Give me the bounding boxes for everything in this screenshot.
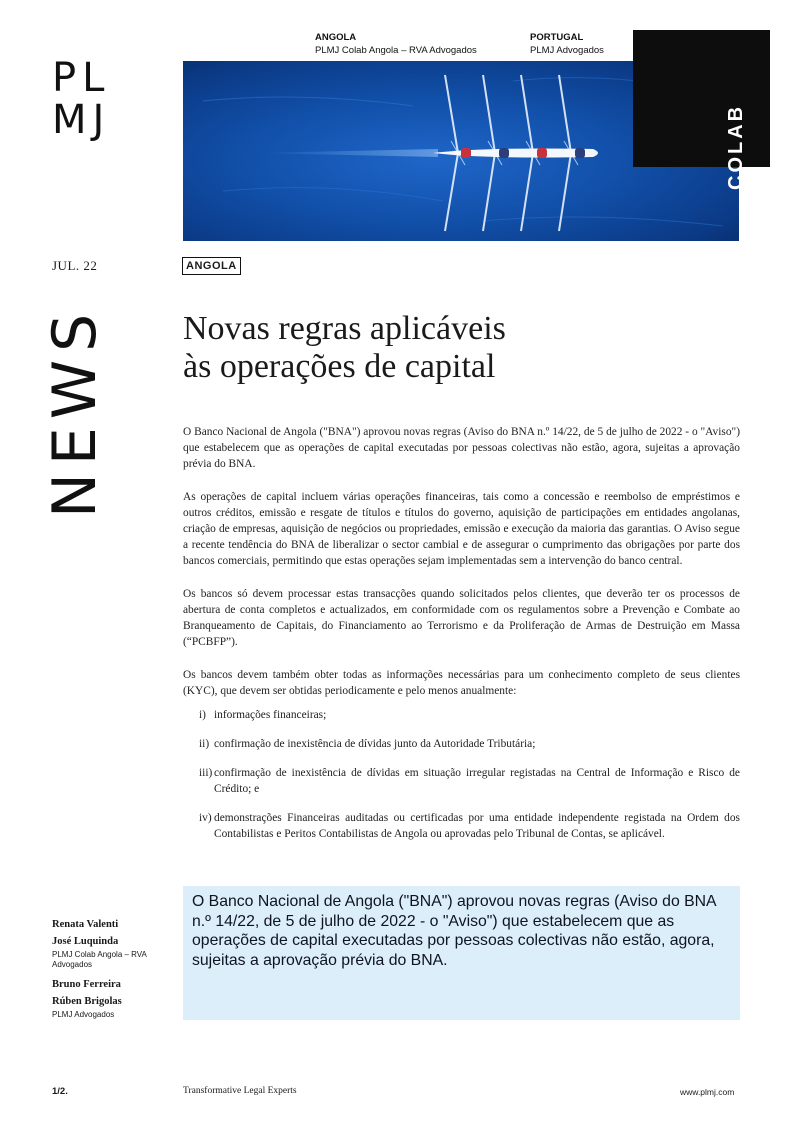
author-name: José Luquinda xyxy=(52,936,119,947)
office-portugal xyxy=(530,31,604,57)
list-number: i) xyxy=(199,709,206,721)
list-item xyxy=(183,810,740,842)
list-text: informações financeiras; xyxy=(214,709,327,721)
logo-line-2: MJ xyxy=(52,97,111,143)
list-item xyxy=(183,765,740,797)
publication-date: JUL. 22 xyxy=(52,258,98,273)
article-title xyxy=(183,310,743,386)
paragraph: Os bancos devem também obter todas as informações necessárias para um conhecimento completo de seus clientes (KYC), que devem ser obtidas periodicamente e pelo menos anualmente: xyxy=(183,669,740,697)
office-firm: PLMJ Advogados xyxy=(530,45,604,56)
office-country: ANGOLA xyxy=(315,32,357,43)
list-text: confirmação de inexistência de dívidas junto da Autoridade Tributária; xyxy=(214,738,536,750)
office-angola xyxy=(315,31,477,57)
plmj-logo xyxy=(52,55,134,143)
office-country: PORTUGAL xyxy=(530,32,584,43)
page-number: 1/2. xyxy=(52,1086,68,1097)
paragraph: As operações de capital incluem várias operações financeiras, tais como a concessão e reembolso de empréstimos e outros créditos, emissão e resgate de títulos e títulos do governo, aquisição de participações em entidades angolanas, criação de empresas, aquisição de negócios ou propriedades, emissão e execução da maioria das garantias. O Aviso segue a recente tendência do BNA de liberalizar o sector cambial e de assegurar o cumprimento das obrigações por parte dos bancos comerciais, permitindo que estas operações sejam implementadas sem a intervenção do banco central. xyxy=(183,491,740,567)
highlight-callout xyxy=(183,886,740,1020)
author-name: Renata Valenti xyxy=(52,919,119,930)
country-tag: ANGOLA xyxy=(182,257,241,275)
title-line-2: às operações de capital xyxy=(183,348,496,385)
office-firm: PLMJ Colab Angola – RVA Advogados xyxy=(315,45,477,56)
requirements-list xyxy=(183,707,740,842)
author-name: Rúben Brigolas xyxy=(52,996,122,1007)
section-label-news: NEWS xyxy=(40,305,110,518)
list-text: confirmação de inexistência de dívidas em situação irregular registadas na Central de Informação e Risco de Crédito; e xyxy=(214,767,740,795)
list-item xyxy=(183,707,740,723)
article-body xyxy=(183,424,740,855)
colab-label: COLAB xyxy=(725,103,747,190)
colab-tab xyxy=(633,30,770,190)
logo-line-1: PL xyxy=(52,55,111,101)
list-number: iv) xyxy=(199,812,212,824)
paragraph: Os bancos só devem processar estas transacções quando solicitados pelos clientes, que deverão ter os processos de abertura de conta completos e actualizados, em conformidade com os regulamentos sobre a Prevenção e Combate ao Branqueamento de Capitais, do Financiamento ao Terrorismo e da Proliferação de Armas de Destruição em Massa (“PCBFP”). xyxy=(183,588,740,648)
list-number: ii) xyxy=(199,738,210,750)
author-firm: PLMJ Advogados xyxy=(52,1010,115,1019)
author-name: Bruno Ferreira xyxy=(52,979,121,990)
callout-text: O Banco Nacional de Angola ("BNA") aprovou novas regras (Aviso do BNA n.º 14/22, de 5 de julho de 2022 - o "Aviso") que estabelecem que as operações de capital executadas por pessoas colectivas não estão, agora, sujeitas a aprovação prévia do BNA. xyxy=(192,893,716,969)
list-item xyxy=(183,736,740,752)
author-firm: PLMJ Colab Angola – RVA Advogados xyxy=(52,950,147,969)
footer-url[interactable]: www.plmj.com xyxy=(680,1087,735,1097)
authors-block xyxy=(52,916,152,1026)
list-text: demonstrações Financeiras auditadas ou certificadas por uma entidade independente registada na Ordem dos Contabilistas e Peritos Contabilistas de Angola ou aprovadas pelo Tribunal de Contas, se aplicável. xyxy=(214,812,740,840)
paragraph: O Banco Nacional de Angola ("BNA") aprovou novas regras (Aviso do BNA n.º 14/22, de 5 de julho de 2022 - o "Aviso") que estabelecem que as operações de capital executadas por pessoas colectivas não estão, agora, sujeitas a aprovação prévia do BNA. xyxy=(183,426,740,470)
list-number: iii) xyxy=(199,767,213,779)
footer-tagline: Transformative Legal Experts xyxy=(183,1086,297,1096)
title-line-1: Novas regras aplicáveis xyxy=(183,310,506,347)
